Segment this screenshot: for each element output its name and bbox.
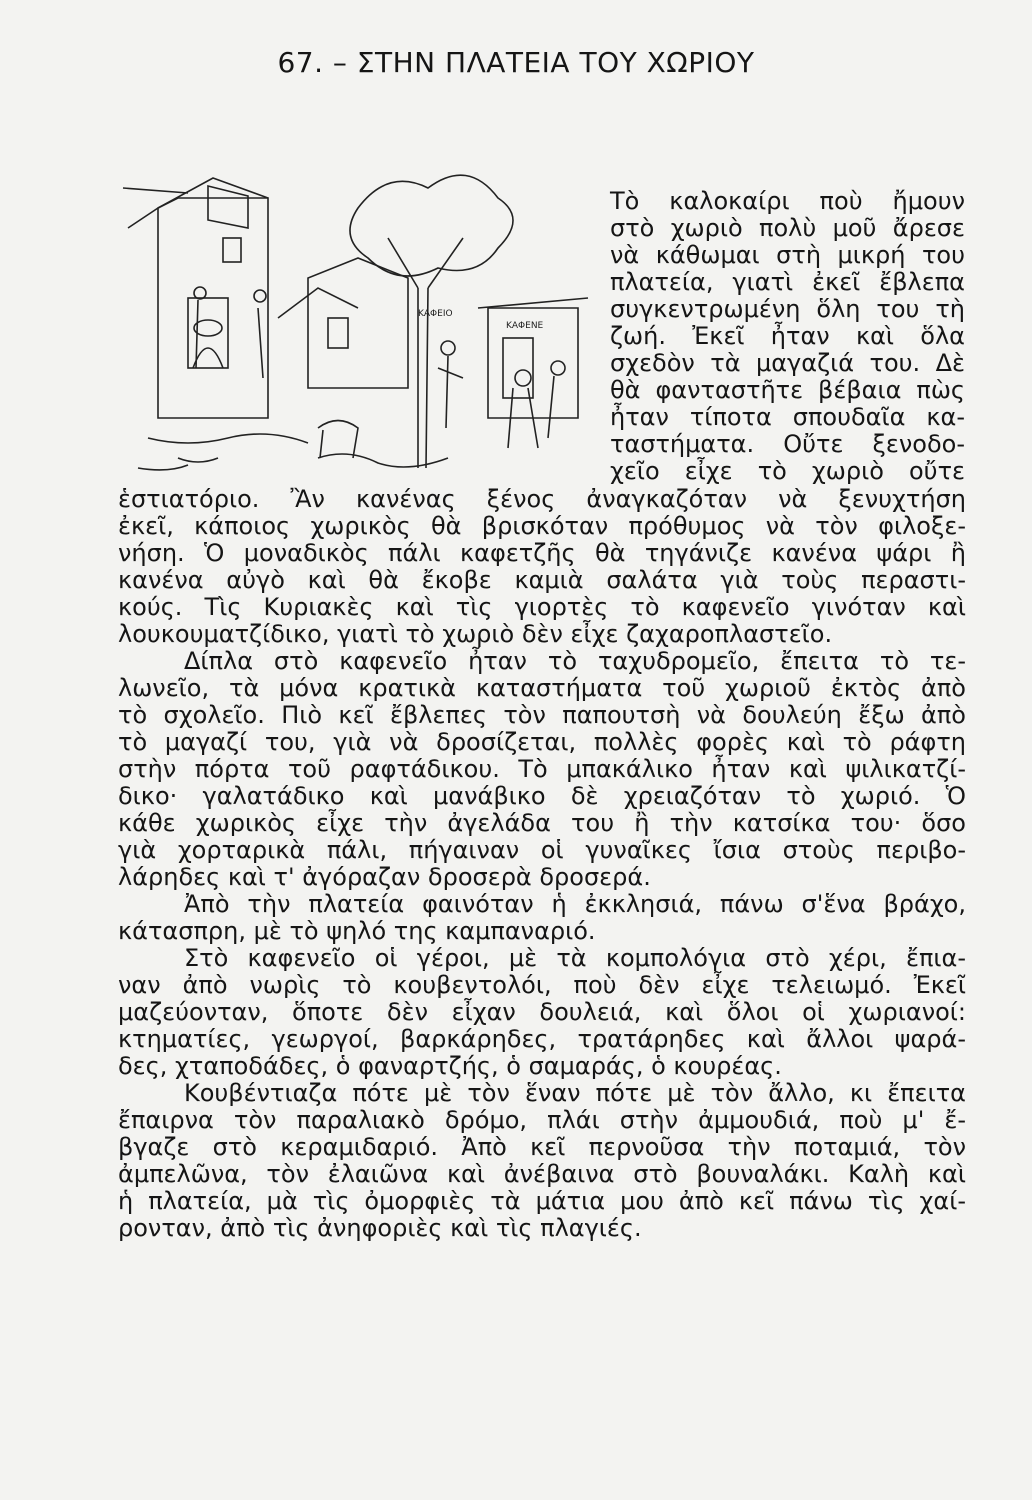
text-line: θὰ φανταστῆτε βέβαια πὼς — [610, 376, 965, 404]
text-line: ἐκεῖ, κάποιος χωρικὸς θὰ βρισκόταν πρόθυμος νὰ τὸν φιλοξε- — [118, 512, 966, 540]
text-line: κούς. Τὶς Κυριακὲς καὶ τὶς γιορτὲς τὸ καφενεῖο γινόταν καὶ — [118, 593, 966, 621]
text-line: τὸ σχολεῖο. Πιὸ κεῖ ἔβλεπες τὸν παπουτσὴ νὰ δουλεύη ἔξω ἀπὸ — [118, 701, 966, 729]
text-line: ἀμπελῶνα, τὸν ἐλαιῶνα καὶ ἀνέβαινα στὸ βουναλάκι. Καλὴ καὶ — [118, 1160, 966, 1188]
text-line: λουκουματζίδικο, γιατὶ τὸ χωριὸ δὲν εἶχε ζαχαροπλαστεῖο. — [118, 620, 833, 648]
text-line: Στὸ καφενεῖο οἱ γέροι, μὲ τὰ κομπολόγια στὸ χέρι, ἔπια- — [184, 944, 966, 972]
text-line: ρονταν, ἀπὸ τὶς ἀνηφοριὲς καὶ τὶς πλαγιές. — [118, 1214, 642, 1242]
cafe-sign-right: ΚΑΦΕΝΕ — [506, 321, 544, 331]
text-line: ἦταν τίποτα σπουδαῖα κα- — [610, 403, 965, 431]
text-line: νήση. Ὁ μοναδικὸς πάλι καφετζῆς θὰ τηγάνιζε κανένα ψάρι ἢ — [118, 539, 966, 567]
cafe-sign-left: ΚΑΦΕΙΟ — [418, 309, 453, 319]
text-line: ταστήματα. Οὔτε ξενοδο- — [610, 430, 965, 458]
text-line: γιὰ χορταρικὰ πάλι, πήγαιναν οἱ γυναῖκες ἴσια στοὺς περιβο- — [118, 836, 966, 864]
text-line: Κουβέντιαζα πότε μὲ τὸν ἕναν πότε μὲ τὸν ἄλλο, κι ἔπειτα — [184, 1079, 966, 1107]
text-line: ἔπαιρνα τὸν παραλιακὸ δρόμο, πλάι στὴν ἀμμουδιά, ποὺ μ' ἔ- — [118, 1106, 966, 1134]
text-line: λάρηδες καὶ τ' ἀγόραζαν δροσερὰ δροσερά. — [118, 863, 651, 891]
text-line: μαζεύονταν, ὅποτε δὲν εἶχαν δουλειά, καὶ ὅλοι οἱ χωριανοί: — [118, 998, 966, 1026]
text-line: νὰ κάθωμαι στὴ μικρή του — [610, 241, 965, 269]
text-line: στὴν πόρτα τοῦ ραφτάδικου. Τὸ μπακάλικο ἦταν καὶ ψιλικατζί- — [118, 755, 966, 783]
text-line: κάτασπρη, μὲ τὸ ψηλό της καμπαναριό. — [118, 917, 596, 945]
text-line: Τὸ καλοκαίρι ποὺ ἤμουν — [610, 187, 965, 215]
text-line: ἑστιατόριο. Ἂν κανένας ξένος ἀναγκαζόταν νὰ ξενυχτήση — [118, 485, 966, 513]
text-line: σχεδὸν τὰ μαγαζιά του. Δὲ — [610, 349, 965, 377]
text-line: πλατεία, γιατὶ ἐκεῖ ἔβλεπα — [610, 268, 965, 296]
text-line: Δίπλα στὸ καφενεῖο ἦταν τὸ ταχυδρομεῖο, ἔπειτα τὸ τε- — [184, 647, 966, 675]
text-line: Ἀπὸ τὴν πλατεία φαινόταν ἡ ἐκκλησιά, πάνω σ'ἕνα βράχο, — [184, 890, 966, 918]
chapter-title: 67. – ΣΤΗΝ ΠΛΑΤΕΙΑ ΤΟΥ ΧΩΡΙΟΥ — [277, 46, 755, 79]
text-line: ζωή. Ἐκεῖ ἦταν καὶ ὅλα — [610, 322, 965, 350]
text-line: λωνεῖο, τὰ μόνα κρατικὰ καταστήματα τοῦ χωριοῦ ἐκτὸς ἀπὸ — [118, 674, 966, 702]
text-line: στὸ χωριὸ πολὺ μοῦ ἄρεσε — [610, 214, 965, 242]
village-square-illustration — [118, 168, 596, 486]
text-line: χεῖο εἶχε τὸ χωριὸ οὔτε — [610, 457, 965, 485]
text-line: δες, χταποδάδες, ὁ φαναρτζής, ὁ σαμαράς, ὁ κουρέας. — [118, 1052, 782, 1080]
text-line: κανένα αὐγὸ καὶ θὰ ἔκοβε καμιὰ σαλάτα γιὰ τοὺς περαστι- — [118, 566, 966, 594]
text-line: βγαζε στὸ κεραμιδαριό. Ἀπὸ κεῖ περνοῦσα τὴν ποταμιά, τὸν — [118, 1133, 966, 1161]
text-line: ἡ πλατεία, μὰ τὶς ὀμορφιὲς τὰ μάτια μου ἀπὸ κεῖ πάνω τὶς χαί- — [118, 1187, 966, 1215]
text-line: συγκεντρωμένη ὅλη του τὴ — [610, 295, 965, 323]
text-line: τὸ μαγαζί του, γιὰ νὰ δροσίζεται, πολλὲς φορὲς καὶ τὸ ράφτη — [118, 728, 966, 756]
text-line: κτηματίες, γεωργοί, βαρκάρηδες, τρατάρηδες καὶ ἄλλοι ψαρά- — [118, 1025, 966, 1053]
text-line: κάθε χωρικὸς εἶχε τὴν ἀγελάδα του ἢ τὴν κατσίκα του· ὅσο — [118, 809, 966, 837]
text-line: ναν ἀπὸ νωρὶς τὸ κουβεντολόι, ποὺ δὲν εἶχε τελειωμό. Ἐκεῖ — [118, 971, 966, 999]
text-line: δικο· γαλατάδικο καὶ μανάβικο δὲ χρειαζόταν τὸ χωριό. Ὁ — [118, 782, 966, 810]
